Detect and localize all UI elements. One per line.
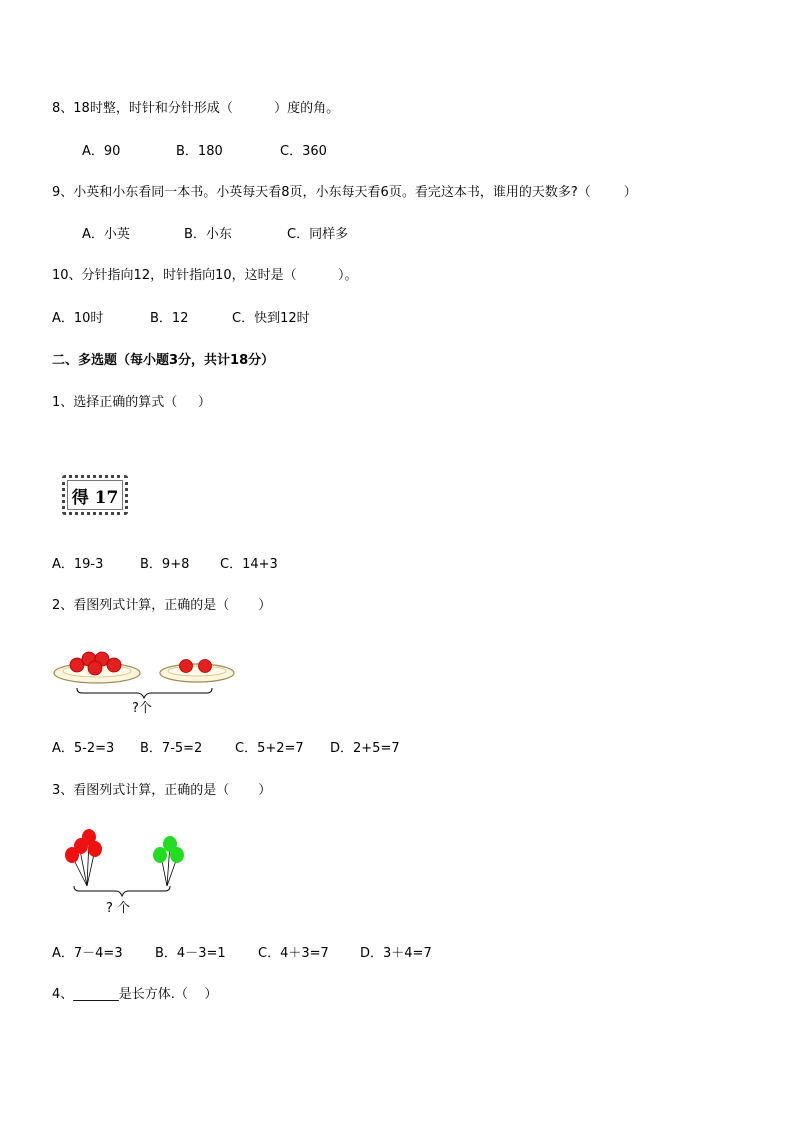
m3-option-a[interactable]: A．7－4=3 xyxy=(52,946,123,961)
m2-option-d[interactable]: D．2+5=7 xyxy=(330,741,400,756)
m2-stem: 2、看图列式计算，正确的是（ ） xyxy=(52,598,272,613)
apple xyxy=(199,660,212,673)
m4-stem: 4、_______是长方体.（ ） xyxy=(52,987,218,1002)
green-balloons xyxy=(153,836,184,863)
brace-caption: ?个 xyxy=(132,701,152,716)
green-balloon xyxy=(170,847,184,863)
apple xyxy=(107,658,121,672)
m1-option-b[interactable]: B．9+8 xyxy=(140,557,190,572)
m2-option-a[interactable]: A．5-2=3 xyxy=(52,741,115,756)
m2-option-b[interactable]: B．7-5=2 xyxy=(140,741,203,756)
q10-option-c[interactable]: C．快到12时 xyxy=(232,311,310,326)
q10-stem: 10、分针指向12，时针指向10，这时是（ ）。 xyxy=(52,268,358,283)
q9-option-a[interactable]: A．小英 xyxy=(82,227,130,242)
brace xyxy=(77,688,212,698)
q10-option-a[interactable]: A．10时 xyxy=(52,311,104,326)
section-heading: 二、多选题（每小题3分，共计18分） xyxy=(52,353,275,368)
plate-right-rim xyxy=(168,666,226,676)
brace-caption: ? 个 xyxy=(106,901,131,916)
q9-stem: 9、小英和小东看同一本书。小英每天看8页，小东每天看6页。看完这本书，谁用的天数多?（ ） xyxy=(52,185,637,200)
m2-option-c[interactable]: C．5+2=7 xyxy=(235,741,304,756)
m3-option-c[interactable]: C．4＋3=7 xyxy=(258,946,329,961)
q10-option-b[interactable]: B．12 xyxy=(150,311,189,326)
apple xyxy=(88,661,102,675)
m1-stem: 1、选择正确的算式（ ） xyxy=(52,395,211,410)
m3-stem: 3、看图列式计算，正确的是（ ） xyxy=(52,783,272,798)
m1-option-c[interactable]: C．14+3 xyxy=(220,557,278,572)
brace xyxy=(74,886,170,896)
m3-option-b[interactable]: B．4－3=1 xyxy=(155,946,226,961)
red-balloon xyxy=(88,841,102,857)
red-balloons xyxy=(65,829,102,863)
q8-option-b[interactable]: B．180 xyxy=(176,144,223,159)
q8-option-c[interactable]: C．360 xyxy=(280,144,327,159)
q8-stem: 8、18时整，时针和分针形成（ ）度的角。 xyxy=(52,101,340,116)
apple-plates-figure xyxy=(52,644,252,724)
q9-option-c[interactable]: C．同样多 xyxy=(287,227,349,242)
apple xyxy=(180,660,193,673)
balloons-figure xyxy=(52,826,252,926)
apples-left xyxy=(70,652,121,675)
score-box-text: 得 17 xyxy=(71,487,119,508)
q9-option-b[interactable]: B．小东 xyxy=(184,227,232,242)
score-box xyxy=(62,475,128,515)
m1-option-a[interactable]: A．19-3 xyxy=(52,557,104,572)
q8-option-a[interactable]: A．90 xyxy=(82,144,121,159)
m3-option-d[interactable]: D．3＋4=7 xyxy=(360,946,432,961)
